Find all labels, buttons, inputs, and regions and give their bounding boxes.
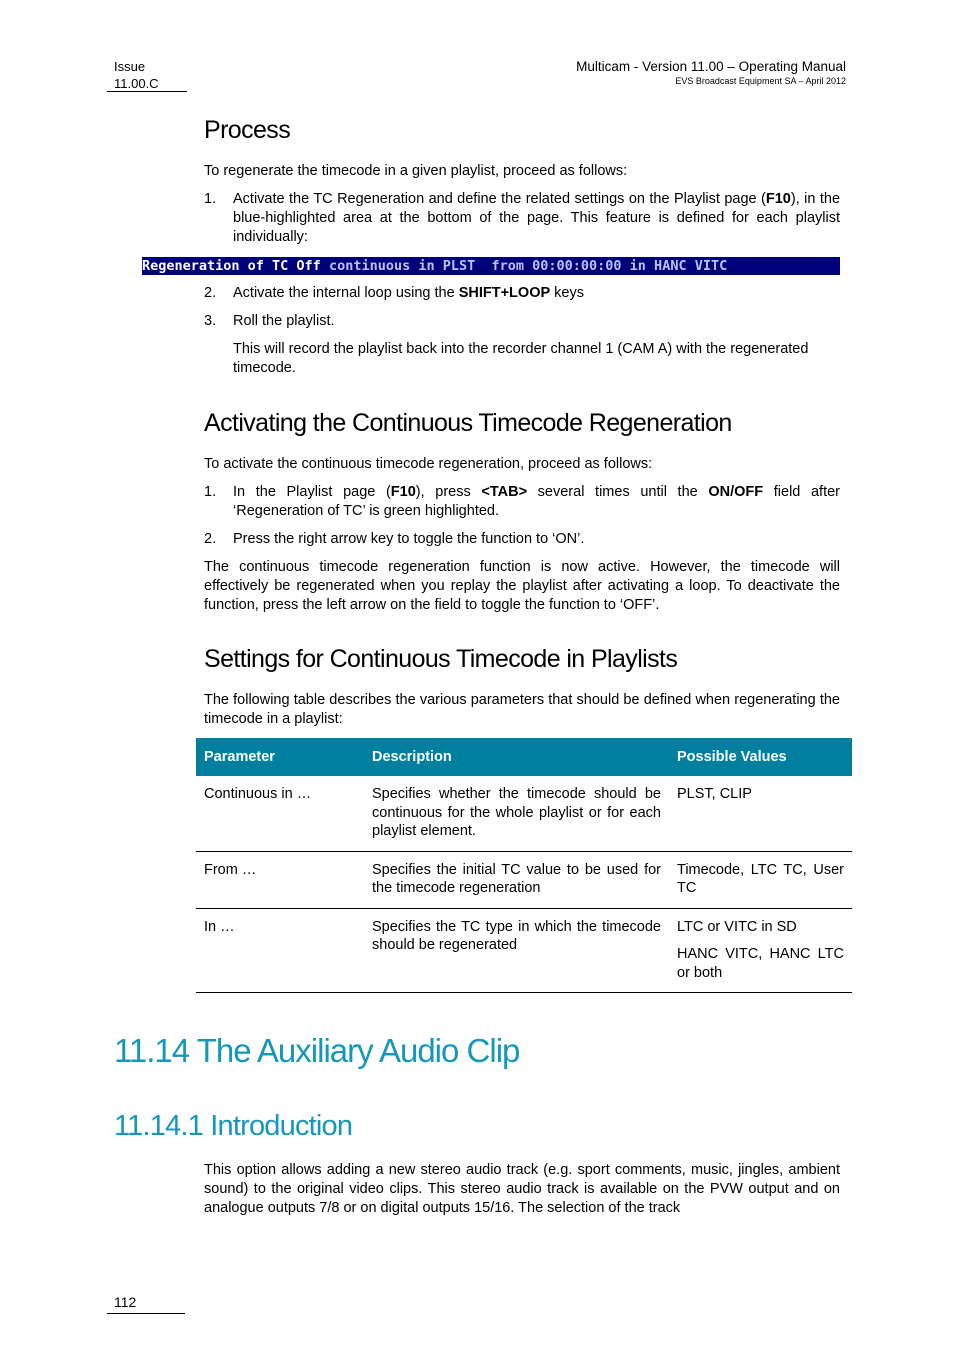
table-row — [196, 908, 852, 993]
process-heading: Process — [204, 116, 291, 144]
continuous-step2-text: Press the right arrow key to toggle the function to ‘ON’. — [233, 531, 585, 547]
value-line: HANC VITC, HANC LTC or both — [677, 946, 844, 981]
parameters-table — [196, 738, 852, 993]
column-header-description: Description — [364, 738, 669, 776]
document-subtitle: EVS Broadcast Equipment SA – April 2012 — [675, 76, 846, 86]
introduction-text: This option allows adding a new stereo audio track (e.g. sport comments, music, jingles, ambient sound) to the original video clips. This stereo audio track is available on the PVW output and on analogue outputs 7/8 or on digital outputs 15/16. The selection of the track — [204, 1162, 840, 1216]
process-step3-number: 3. — [204, 313, 217, 329]
settings-heading: Settings for Continuous Timecode in Playlists — [204, 645, 678, 673]
value-line: LTC or VITC in SD — [677, 918, 797, 935]
f10-key: F10 — [390, 484, 416, 500]
section-heading-11-14: 11.14 The Auxiliary Audio Clip — [114, 1032, 520, 1069]
issue-label: Issue — [114, 59, 146, 74]
cell-values — [669, 776, 852, 851]
value-line: PLST, CLIP — [677, 786, 752, 802]
issue-number: 11.00.C — [114, 76, 159, 91]
column-header-possible-values: Possible Values — [669, 738, 852, 776]
table-row — [196, 851, 852, 908]
tc-regeneration-bar — [142, 257, 840, 275]
process-intro: To regenerate the timecode in a given playlist, proceed as follows: — [204, 163, 628, 179]
cell-description: Specifies the TC type in which the timecode should be regenerated — [364, 908, 669, 993]
shift-loop-key: SHIFT+LOOP — [458, 285, 551, 301]
process-step3-note: This will record the playlist back into the recorder channel 1 (CAM A) with the regenerated timecode. — [233, 341, 809, 376]
table-header-row — [196, 738, 852, 776]
continuous-step1-number: 1. — [204, 484, 217, 500]
footer-rule — [107, 1313, 185, 1314]
document-title: Multicam - Version 11.00 – Operating Manual — [576, 59, 846, 74]
document-header — [576, 58, 846, 87]
value-line: Timecode, LTC TC, User TC — [677, 861, 844, 896]
cell-description: Specifies the initial TC value to be used for the timecode regeneration — [364, 851, 669, 908]
cell-parameter: Continuous in … — [196, 776, 364, 851]
continuous-heading: Activating the Continuous Timecode Regeneration — [204, 409, 732, 437]
settings-intro: The following table describes the various parameters that should be defined when regenerating the timecode in a playlist: — [204, 692, 840, 727]
process-step2-text: Activate the internal loop using the SHIFT+LOOP keys — [233, 285, 584, 301]
column-header-parameter: Parameter — [196, 738, 364, 776]
tc-bar-settings: continuous in PLST from 00:00:00:00 in HANC VITC — [328, 258, 728, 274]
continuous-intro: To activate the continuous timecode regeneration, proceed as follows: — [204, 456, 653, 472]
on-off-field: ON/OFF — [708, 484, 764, 500]
continuous-step2-number: 2. — [204, 531, 217, 547]
f10-key: F10 — [765, 191, 791, 207]
cell-parameter: From … — [196, 851, 364, 908]
cell-values — [669, 908, 852, 993]
continuous-step1-text: In the Playlist page (F10), press <TAB> several times until the ON/OFF field after ‘Regeneration of TC’ is green highlighted. — [233, 484, 840, 519]
cell-values — [669, 851, 852, 908]
tc-bar-status: Regeneration of TC Off — [142, 258, 321, 274]
table-row — [196, 776, 852, 851]
tab-key: <TAB> — [481, 484, 528, 500]
section-heading-11-14-1: 11.14.1 Introduction — [114, 1110, 353, 1142]
continuous-outro: The continuous timecode regeneration function is now active. However, the timecode will effectively be regenerated when you replay the playlist after activating a loop. To deactivate the function, press the left arrow on the field to toggle the function to ‘OFF’. — [204, 559, 840, 613]
issue-info — [114, 58, 159, 92]
header-rule — [107, 91, 187, 92]
process-step1-text: Activate the TC Regeneration and define the related settings on the Playlist page (F10), in the blue-highlighted area at the bottom of the page. This feature is defined for each playlist individually: — [233, 191, 841, 245]
page-number: 112 — [114, 1294, 137, 1310]
process-step1-number: 1. — [204, 191, 217, 207]
cell-parameter: In … — [196, 908, 364, 993]
process-step3-text: Roll the playlist. — [233, 313, 335, 329]
cell-description: Specifies whether the timecode should be continuous for the whole playlist or for each playlist element. — [364, 776, 669, 851]
process-step2-number: 2. — [204, 285, 217, 301]
